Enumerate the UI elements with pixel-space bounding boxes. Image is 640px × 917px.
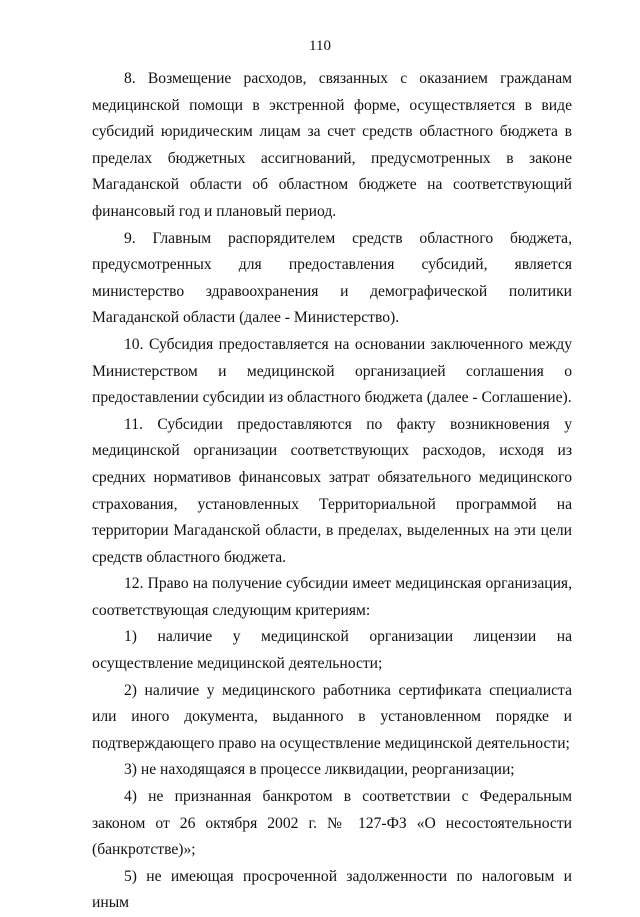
criterion-2: 2) наличие у медицинского работника сертификата специалиста или иного документа, выданного в установленном порядке и подтверждающего право на осуществление медицинской деятельности; [92,681,572,752]
paragraph-8: 8. Возмещение расходов, связанных с оказанием гражданам медицинской помощи в экстренной форме, осуществляется в виде субсидий юридическим лицам за счет средств областного бюджета в пределах бюджетных ассигнований, предусмотренных в законе Магаданской области об областном бюджете на соответствующий финансовый год и плановый период. [92,70,572,220]
document-body [92,66,572,917]
criterion-3: 3) не находящаяся в процессе ликвидации, реорганизации; [124,761,515,779]
paragraph-11: 11. Субсидии предоставляются по факту возникновения у медицинской организации соответствующих расходов, исходя из средних нормативов финансовых затрат обязательного медицинского страхования, установленных Территориальной программой на территории Магаданской области, в пределах, выделенных на эти цели средств областного бюджета. [92,415,572,566]
criterion-5: 5) не имеющая просроченной задолженности по налоговым и иным [92,867,572,912]
criterion-4: 4) не признанная банкротом в соответствии с Федеральным законом от 26 октября 2002 г. № 127-ФЗ «О несостоятельности (банкротстве)»; [92,788,572,859]
page-number: 110 [309,38,331,54]
paragraph-10: 10. Субсидия предоставляется на основании заключенного между Министерством и медицинской организацией соглашения о предоставлении субсидии из областного бюджета (далее - Соглашение). [92,335,572,407]
paragraph-12: 12. Право на получение субсидии имеет медицинская организация, соответствующая следующим критериям: [92,575,572,619]
paragraph-9: 9. Главным распорядителем средств областного бюджета, предусмотренных для предоставления субсидий, является министерство здравоохранения и демографической политики Магаданской области (далее - Министерство). [92,229,572,327]
criterion-1: 1) наличие у медицинской организации лицензии на осуществление медицинской деятельности; [92,628,572,673]
